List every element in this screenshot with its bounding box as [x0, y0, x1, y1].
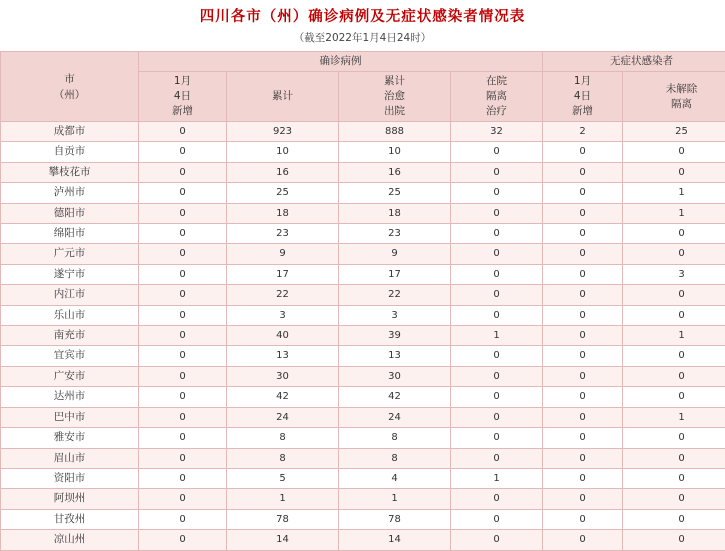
cell-confirmed-hospital: 0: [451, 346, 543, 366]
cell-confirmed-total: 42: [227, 387, 339, 407]
cell-confirmed-cured: 18: [339, 203, 451, 223]
cell-confirmed-cured: 78: [339, 509, 451, 529]
cell-confirmed-cured: 22: [339, 285, 451, 305]
cell-confirmed-hospital: 0: [451, 509, 543, 529]
cell-city: 攀枝花市: [1, 162, 139, 182]
cell-asym-new: 0: [543, 244, 623, 264]
cell-asym-isolated: 0: [623, 489, 725, 509]
cell-asym-isolated: 0: [623, 142, 725, 162]
cell-confirmed-total: 22: [227, 285, 339, 305]
header-city: [1, 52, 139, 122]
cell-confirmed-cured: 42: [339, 387, 451, 407]
cell-asym-isolated: 0: [623, 387, 725, 407]
header-asym-new-line2: 4日: [545, 89, 620, 104]
cell-confirmed-hospital: 0: [451, 428, 543, 448]
table-row: [1, 244, 725, 264]
cell-confirmed-new: 0: [139, 468, 227, 488]
header-asym-isolated-line1: 未解除: [625, 82, 725, 97]
cell-asym-isolated: 0: [623, 428, 725, 448]
cell-asym-new: 0: [543, 366, 623, 386]
cell-confirmed-total: 24: [227, 407, 339, 427]
cell-confirmed-total: 30: [227, 366, 339, 386]
cell-confirmed-total: 16: [227, 162, 339, 182]
header-city-line1: 市: [3, 71, 136, 87]
cell-confirmed-new: 0: [139, 530, 227, 550]
cell-confirmed-new: 0: [139, 509, 227, 529]
table-header: [1, 52, 725, 122]
cell-asym-isolated: 0: [623, 468, 725, 488]
cell-confirmed-cured: 39: [339, 326, 451, 346]
cell-confirmed-new: 0: [139, 224, 227, 244]
cell-city: 自贡市: [1, 142, 139, 162]
header-confirmed-total: 累计: [227, 72, 339, 122]
table-row: [1, 203, 725, 223]
cell-city: 巴中市: [1, 407, 139, 427]
cell-confirmed-new: 0: [139, 326, 227, 346]
cell-confirmed-cured: 25: [339, 183, 451, 203]
table-row: [1, 489, 725, 509]
cell-confirmed-cured: 8: [339, 428, 451, 448]
cell-confirmed-new: 0: [139, 346, 227, 366]
cell-city: 甘孜州: [1, 509, 139, 529]
cell-city: 广元市: [1, 244, 139, 264]
cell-asym-isolated: 25: [623, 122, 725, 142]
cell-asym-isolated: 1: [623, 183, 725, 203]
cell-confirmed-cured: 13: [339, 346, 451, 366]
cell-confirmed-total: 23: [227, 224, 339, 244]
cell-confirmed-hospital: 0: [451, 305, 543, 325]
table-row: [1, 326, 725, 346]
table-row: [1, 428, 725, 448]
cell-confirmed-hospital: 0: [451, 448, 543, 468]
header-asymptomatic-group: 无症状感染者: [543, 52, 725, 72]
table-body: [1, 122, 725, 551]
cell-asym-isolated: 0: [623, 224, 725, 244]
cell-confirmed-total: 8: [227, 448, 339, 468]
header-confirmed-hospital-line3: 治疗: [453, 104, 540, 119]
table-row: [1, 366, 725, 386]
cell-asym-new: 0: [543, 224, 623, 244]
table-row: [1, 142, 725, 162]
cell-city: 资阳市: [1, 468, 139, 488]
cell-asym-isolated: 3: [623, 264, 725, 284]
page-title: 四川各市（州）确诊病例及无症状感染者情况表: [0, 0, 725, 26]
cell-confirmed-new: 0: [139, 285, 227, 305]
cell-confirmed-new: 0: [139, 428, 227, 448]
cell-asym-new: 0: [543, 407, 623, 427]
cell-asym-isolated: 0: [623, 448, 725, 468]
cell-confirmed-total: 8: [227, 428, 339, 448]
cell-asym-new: 0: [543, 387, 623, 407]
cell-asym-isolated: 0: [623, 346, 725, 366]
cell-confirmed-total: 14: [227, 530, 339, 550]
cell-confirmed-hospital: 0: [451, 203, 543, 223]
cell-city: 凉山州: [1, 530, 139, 550]
table-row: [1, 509, 725, 529]
cell-city: 广安市: [1, 366, 139, 386]
cell-asym-new: 0: [543, 305, 623, 325]
header-confirmed-new-line1: 1月: [141, 74, 224, 89]
table-row: [1, 122, 725, 142]
cell-asym-isolated: 0: [623, 366, 725, 386]
table-row: [1, 285, 725, 305]
cell-confirmed-hospital: 0: [451, 162, 543, 182]
cell-city: 乐山市: [1, 305, 139, 325]
cell-confirmed-hospital: 0: [451, 183, 543, 203]
table-row: [1, 407, 725, 427]
table-row: [1, 468, 725, 488]
cell-confirmed-cured: 3: [339, 305, 451, 325]
header-asym-isolated: [623, 72, 725, 122]
cell-confirmed-cured: 8: [339, 448, 451, 468]
table-row: [1, 224, 725, 244]
cell-confirmed-total: 1: [227, 489, 339, 509]
cell-asym-new: 0: [543, 468, 623, 488]
cell-confirmed-cured: 9: [339, 244, 451, 264]
cell-confirmed-cured: 10: [339, 142, 451, 162]
cell-asym-isolated: 0: [623, 162, 725, 182]
header-city-line2: （州）: [3, 87, 136, 103]
table-row: [1, 305, 725, 325]
cell-asym-new: 0: [543, 326, 623, 346]
cell-confirmed-new: 0: [139, 387, 227, 407]
cell-confirmed-cured: 1: [339, 489, 451, 509]
cell-confirmed-total: 9: [227, 244, 339, 264]
cell-city: 成都市: [1, 122, 139, 142]
cell-confirmed-new: 0: [139, 203, 227, 223]
cell-confirmed-new: 0: [139, 162, 227, 182]
table-row: [1, 530, 725, 550]
header-asym-new-line3: 新增: [545, 104, 620, 119]
cell-confirmed-hospital: 1: [451, 326, 543, 346]
cell-confirmed-new: 0: [139, 183, 227, 203]
header-asym-new-line1: 1月: [545, 74, 620, 89]
table-row: [1, 448, 725, 468]
header-confirmed-new: [139, 72, 227, 122]
cell-confirmed-new: 0: [139, 305, 227, 325]
cell-confirmed-cured: 24: [339, 407, 451, 427]
table-row: [1, 387, 725, 407]
cell-confirmed-cured: 17: [339, 264, 451, 284]
header-confirmed-new-line3: 新增: [141, 104, 224, 119]
cell-city: 遂宁市: [1, 264, 139, 284]
cell-confirmed-total: 25: [227, 183, 339, 203]
cell-confirmed-total: 10: [227, 142, 339, 162]
table-row: [1, 346, 725, 366]
cell-asym-isolated: 1: [623, 326, 725, 346]
cell-confirmed-new: 0: [139, 244, 227, 264]
cell-asym-isolated: 0: [623, 305, 725, 325]
header-row-group: [1, 52, 725, 72]
cell-asym-new: 2: [543, 122, 623, 142]
cell-confirmed-new: 0: [139, 122, 227, 142]
header-confirmed-hospital-line2: 隔离: [453, 89, 540, 104]
cell-asym-isolated: 0: [623, 530, 725, 550]
header-confirmed-hospital-line1: 在院: [453, 74, 540, 89]
cell-confirmed-hospital: 0: [451, 142, 543, 162]
cell-asym-new: 0: [543, 530, 623, 550]
header-confirmed-group: 确诊病例: [139, 52, 543, 72]
cell-confirmed-hospital: 0: [451, 264, 543, 284]
cell-confirmed-cured: 888: [339, 122, 451, 142]
header-confirmed-hospital: [451, 72, 543, 122]
cell-city: 内江市: [1, 285, 139, 305]
cell-confirmed-cured: 4: [339, 468, 451, 488]
cell-confirmed-total: 5: [227, 468, 339, 488]
cell-confirmed-cured: 14: [339, 530, 451, 550]
cell-city: 眉山市: [1, 448, 139, 468]
cell-confirmed-total: 78: [227, 509, 339, 529]
cell-asym-isolated: 1: [623, 407, 725, 427]
cell-asym-new: 0: [543, 285, 623, 305]
cell-asym-new: 0: [543, 162, 623, 182]
cell-confirmed-hospital: 0: [451, 244, 543, 264]
cell-confirmed-cured: 23: [339, 224, 451, 244]
cell-confirmed-hospital: 0: [451, 489, 543, 509]
cell-asym-isolated: 0: [623, 244, 725, 264]
cell-confirmed-new: 0: [139, 142, 227, 162]
cell-city: 绵阳市: [1, 224, 139, 244]
cell-confirmed-hospital: 1: [451, 468, 543, 488]
cell-asym-new: 0: [543, 346, 623, 366]
cell-confirmed-hospital: 0: [451, 285, 543, 305]
epidemic-table: [0, 51, 725, 551]
header-confirmed-cured-line3: 出院: [341, 104, 448, 119]
cell-city: 阿坝州: [1, 489, 139, 509]
table-row: [1, 183, 725, 203]
cell-asym-new: 0: [543, 142, 623, 162]
cell-confirmed-total: 13: [227, 346, 339, 366]
cell-city: 达州市: [1, 387, 139, 407]
cell-confirmed-hospital: 0: [451, 224, 543, 244]
cell-confirmed-hospital: 0: [451, 407, 543, 427]
table-row: [1, 162, 725, 182]
cell-city: 德阳市: [1, 203, 139, 223]
cell-confirmed-total: 18: [227, 203, 339, 223]
header-asym-new: [543, 72, 623, 122]
cell-confirmed-cured: 16: [339, 162, 451, 182]
cell-confirmed-hospital: 0: [451, 530, 543, 550]
table-row: [1, 264, 725, 284]
cell-asym-new: 0: [543, 509, 623, 529]
cell-confirmed-new: 0: [139, 489, 227, 509]
cell-asym-new: 0: [543, 183, 623, 203]
header-confirmed-new-line2: 4日: [141, 89, 224, 104]
cell-city: 泸州市: [1, 183, 139, 203]
cell-asym-new: 0: [543, 448, 623, 468]
header-confirmed-cured-line1: 累计: [341, 74, 448, 89]
cell-city: 雅安市: [1, 428, 139, 448]
cell-asym-new: 0: [543, 489, 623, 509]
cell-asym-isolated: 0: [623, 285, 725, 305]
cell-confirmed-cured: 30: [339, 366, 451, 386]
cell-confirmed-new: 0: [139, 264, 227, 284]
cell-asym-isolated: 0: [623, 509, 725, 529]
cell-asym-new: 0: [543, 264, 623, 284]
cell-asym-isolated: 1: [623, 203, 725, 223]
cell-confirmed-hospital: 0: [451, 366, 543, 386]
cell-confirmed-hospital: 32: [451, 122, 543, 142]
cell-confirmed-new: 0: [139, 366, 227, 386]
cell-confirmed-new: 0: [139, 448, 227, 468]
cell-confirmed-total: 17: [227, 264, 339, 284]
header-confirmed-cured: [339, 72, 451, 122]
cell-confirmed-hospital: 0: [451, 387, 543, 407]
cell-confirmed-total: 3: [227, 305, 339, 325]
cell-asym-new: 0: [543, 203, 623, 223]
cell-asym-new: 0: [543, 428, 623, 448]
header-confirmed-cured-line2: 治愈: [341, 89, 448, 104]
cell-confirmed-new: 0: [139, 407, 227, 427]
page-subtitle: （截至2022年1月4日24时）: [0, 26, 725, 51]
cell-confirmed-total: 923: [227, 122, 339, 142]
cell-confirmed-total: 40: [227, 326, 339, 346]
header-asym-isolated-line2: 隔离: [625, 97, 725, 112]
cell-city: 南充市: [1, 326, 139, 346]
cell-city: 宜宾市: [1, 346, 139, 366]
